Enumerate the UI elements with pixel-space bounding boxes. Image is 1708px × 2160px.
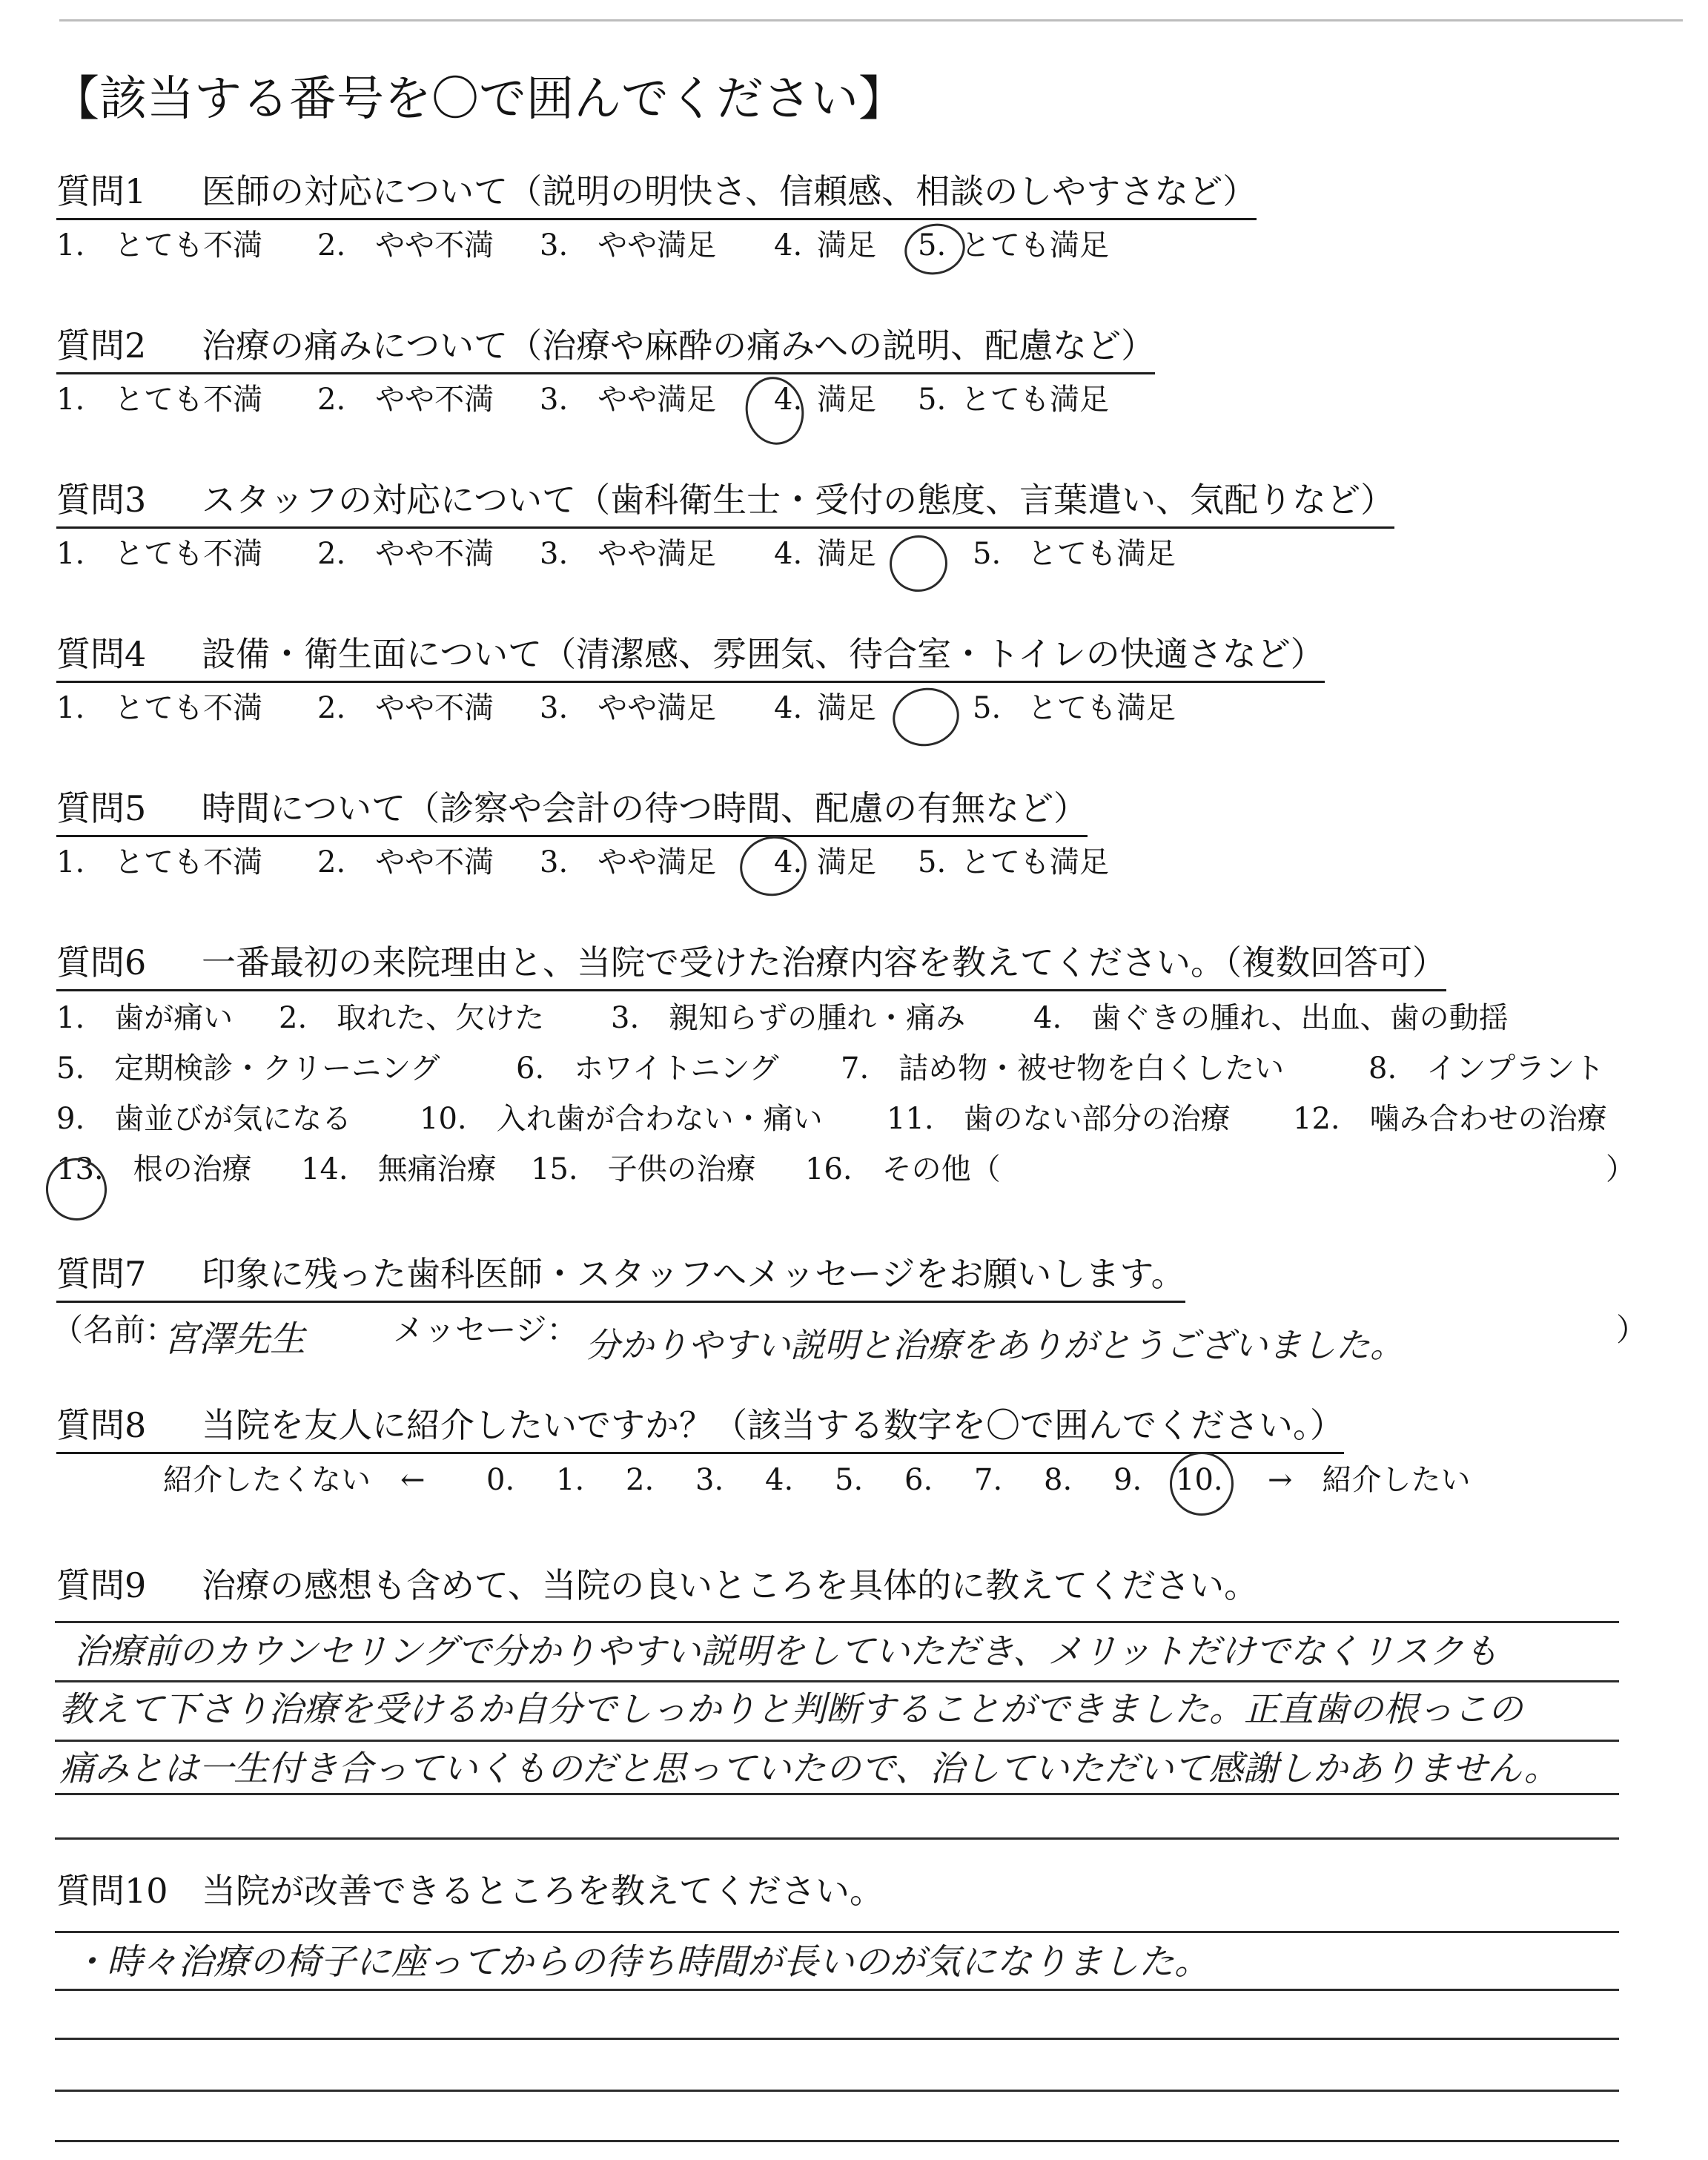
option-5-label: とても満足 bbox=[961, 845, 1109, 879]
scale-1[interactable]: 1. bbox=[556, 1463, 585, 1497]
answer-line-3[interactable]: 痛みとは一生付き合っていくものだと思っていたので、治していただいて感謝しかありません。 bbox=[59, 1748, 1559, 1789]
question-title bbox=[56, 169, 1257, 220]
option-5-label: とても満足 bbox=[1027, 537, 1176, 571]
rating-options bbox=[56, 379, 1155, 420]
rating-options bbox=[56, 687, 1325, 729]
scale-2[interactable]: 2. bbox=[626, 1463, 655, 1497]
top-border-line bbox=[59, 19, 1683, 22]
staff-name-handwritten[interactable]: 宮澤先生 bbox=[163, 1318, 306, 1360]
question-4 bbox=[56, 632, 1325, 729]
question-title bbox=[56, 786, 1088, 837]
message-row bbox=[52, 1309, 1646, 1369]
option-row bbox=[56, 1043, 1635, 1094]
option-3[interactable]: 3. やや満足 bbox=[540, 845, 717, 879]
option-2[interactable]: 2. やや不満 bbox=[317, 228, 494, 262]
message-label: メッセージ： bbox=[393, 1312, 578, 1348]
option-item[interactable]: 9. 歯並びが気になる bbox=[56, 1102, 352, 1136]
question-number: 質問9 bbox=[56, 1565, 147, 1605]
question-text: 治療の感想も含めて、当院の良いところを具体的に教えてください。 bbox=[202, 1565, 1259, 1605]
option-4-number[interactable]: 4. bbox=[774, 845, 803, 879]
option-3[interactable]: 3. やや満足 bbox=[540, 383, 717, 417]
scale-0[interactable]: 0. bbox=[486, 1463, 515, 1497]
question-number: 質問1 bbox=[56, 171, 147, 211]
option-item[interactable]: 3. 親知らずの腫れ・痛み bbox=[611, 1001, 966, 1035]
option-5-label: とても満足 bbox=[1027, 691, 1176, 725]
question-text: 当院を友人に紹介したいですか？（該当する数字を〇で囲んでください。） bbox=[202, 1405, 1344, 1445]
rating-options bbox=[56, 225, 1257, 266]
question-text: 一番最初の来院理由と、当院で受けた治療内容を教えてください。（複数回答可） bbox=[202, 942, 1446, 982]
question-number: 質問10 bbox=[56, 1871, 168, 1911]
question-number: 質問2 bbox=[56, 326, 147, 366]
option-item[interactable]: 15. 子供の治療 bbox=[531, 1152, 756, 1186]
message-close-paren: ） bbox=[1616, 1312, 1648, 1348]
question-3 bbox=[56, 478, 1394, 575]
option-2[interactable]: 2. やや不満 bbox=[317, 691, 494, 725]
question-title bbox=[56, 632, 1325, 683]
question-text: 医師の対応について（説明の明快さ、信頼感、相談のしやすさなど） bbox=[202, 171, 1257, 211]
option-row bbox=[56, 1094, 1635, 1144]
recommend-scale bbox=[163, 1459, 1572, 1504]
question-title bbox=[56, 1252, 1185, 1303]
option-1[interactable]: 1. とても不満 bbox=[56, 691, 263, 725]
question-number: 質問7 bbox=[56, 1254, 147, 1294]
answer-rule bbox=[55, 1680, 1619, 1682]
reason-options bbox=[56, 993, 1635, 1195]
message-handwritten[interactable]: 分かりやすい説明と治療をありがとうございました。 bbox=[586, 1325, 1404, 1365]
rating-options bbox=[56, 842, 1109, 883]
right-label: → 紹介したい bbox=[1268, 1463, 1471, 1497]
scale-8[interactable]: 8. bbox=[1044, 1463, 1073, 1497]
option-1[interactable]: 1. とても不満 bbox=[56, 537, 263, 571]
option-item[interactable]: 11. 歯のない部分の治療 bbox=[887, 1102, 1231, 1136]
other-close-paren: ） bbox=[1606, 1152, 1635, 1186]
option-1[interactable]: 1. とても不満 bbox=[56, 383, 263, 417]
option-3[interactable]: 3. やや満足 bbox=[540, 228, 717, 262]
option-item[interactable]: 5. 定期検診・クリーニング bbox=[56, 1051, 440, 1086]
option-item[interactable]: 14. 無痛治療 bbox=[301, 1152, 497, 1186]
question-title bbox=[56, 1869, 884, 1913]
answer-rule bbox=[55, 1837, 1619, 1840]
option-item[interactable]: 6. ホワイトニング bbox=[516, 1051, 779, 1086]
question-text: 治療の痛みについて（治療や麻酔の痛みへの説明、配慮など） bbox=[202, 326, 1156, 366]
question-9 bbox=[56, 1563, 1258, 1608]
option-5-number[interactable]: 5. bbox=[918, 228, 947, 262]
question-title bbox=[56, 1403, 1344, 1454]
option-1[interactable]: 1. とても不満 bbox=[56, 228, 263, 262]
question-text: 印象に残った歯科医師・スタッフへメッセージをお願いします。 bbox=[202, 1254, 1185, 1294]
question-2 bbox=[56, 323, 1155, 420]
option-2[interactable]: 2. やや不満 bbox=[317, 383, 494, 417]
answer-line-2[interactable]: 教えて下さり治療を受けるか自分でしっかりと判断することができました。正直歯の根っこの bbox=[59, 1689, 1523, 1730]
option-4-number[interactable]: 4. bbox=[774, 383, 803, 417]
name-label: （名前： bbox=[52, 1312, 177, 1348]
answer-rule bbox=[55, 1621, 1619, 1623]
option-5-number[interactable]: 5. bbox=[973, 691, 1002, 725]
option-2[interactable]: 2. やや不満 bbox=[317, 845, 494, 879]
scale-3[interactable]: 3. bbox=[695, 1463, 724, 1497]
option-4-label: 満足 bbox=[817, 845, 876, 879]
option-5-number[interactable]: 5. bbox=[918, 845, 947, 879]
option-row bbox=[56, 1144, 1635, 1195]
scale-10[interactable]: 10. bbox=[1176, 1463, 1223, 1497]
question-text: 当院が改善できるところを教えてください。 bbox=[202, 1871, 884, 1911]
question-title bbox=[56, 323, 1155, 374]
answer-rule bbox=[55, 2038, 1619, 2040]
option-3[interactable]: 3. やや満足 bbox=[540, 537, 717, 571]
sheet-heading: 【該当する番号を〇で囲んでください】 bbox=[52, 72, 906, 127]
option-item[interactable]: 4. 歯ぐきの腫れ、出血、歯の動揺 bbox=[1033, 1001, 1509, 1035]
scale-4[interactable]: 4. bbox=[765, 1463, 794, 1497]
option-item[interactable]: 16. その他（ bbox=[805, 1152, 1001, 1186]
option-4-label: 満足 bbox=[817, 383, 876, 417]
answer-rule bbox=[55, 1989, 1619, 1991]
question-title bbox=[56, 1563, 1258, 1608]
question-number: 質問5 bbox=[56, 788, 147, 828]
question-text: 設備・衛生面について（清潔感、雰囲気、待合室・トイレの快適さなど） bbox=[202, 634, 1325, 674]
option-1[interactable]: 1. とても不満 bbox=[56, 845, 263, 879]
option-5-number[interactable]: 5. bbox=[918, 383, 947, 417]
answer-rule bbox=[55, 2140, 1619, 2142]
option-item[interactable]: 13. 根の治療 bbox=[56, 1152, 252, 1186]
question-7 bbox=[56, 1252, 1185, 1303]
option-row bbox=[56, 993, 1635, 1043]
question-text: 時間について（診察や会計の待つ時間、配慮の有無など） bbox=[202, 788, 1088, 828]
option-4-number[interactable]: 4. bbox=[774, 228, 803, 262]
option-5-label: とても満足 bbox=[961, 228, 1109, 262]
question-8 bbox=[56, 1403, 1344, 1454]
option-4-number[interactable]: 4. bbox=[774, 691, 803, 725]
answer-rule bbox=[55, 1931, 1619, 1933]
question-title bbox=[56, 940, 1446, 991]
scale-7[interactable]: 7. bbox=[974, 1463, 1003, 1497]
question-number: 質問3 bbox=[56, 480, 147, 520]
option-5-number[interactable]: 5. bbox=[973, 537, 1002, 571]
question-number: 質問6 bbox=[56, 942, 147, 982]
question-1 bbox=[56, 169, 1257, 266]
answer-line-1[interactable]: 治療前のカウンセリングで分かりやすい説明をしていただき、メリットだけでなくリスクも bbox=[74, 1631, 1499, 1672]
answer-rule bbox=[55, 1740, 1619, 1742]
option-item[interactable]: 10. 入れ歯が合わない・痛い bbox=[420, 1102, 823, 1136]
scale-5[interactable]: 5. bbox=[835, 1463, 864, 1497]
answer-rule bbox=[55, 2090, 1619, 2092]
option-3[interactable]: 3. やや満足 bbox=[540, 691, 717, 725]
question-6 bbox=[56, 940, 1635, 1195]
option-4-label: 満足 bbox=[817, 228, 876, 262]
option-5-label: とても満足 bbox=[961, 383, 1109, 417]
question-number: 質問8 bbox=[56, 1405, 147, 1445]
rating-options bbox=[56, 533, 1394, 575]
option-item[interactable]: 2. 取れた、欠けた bbox=[279, 1001, 545, 1035]
question-5 bbox=[56, 786, 1109, 883]
improvement-answer[interactable]: ・時々治療の椅子に座ってからの待ち時間が長いのが気になりました。 bbox=[71, 1941, 1211, 1983]
option-item[interactable]: 12. 噛み合わせの治療 bbox=[1293, 1102, 1607, 1136]
option-4-label: 満足 bbox=[817, 691, 876, 725]
left-label: 紹介したくない ← bbox=[163, 1463, 426, 1497]
scale-9[interactable]: 9. bbox=[1113, 1463, 1142, 1497]
option-2[interactable]: 2. やや不満 bbox=[317, 537, 494, 571]
option-item[interactable]: 7. 詰め物・被せ物を白くしたい bbox=[841, 1051, 1285, 1086]
question-title bbox=[56, 478, 1394, 529]
question-number: 質問4 bbox=[56, 634, 147, 674]
answer-rule bbox=[55, 1793, 1619, 1795]
scale-6[interactable]: 6. bbox=[904, 1463, 933, 1497]
question-10 bbox=[56, 1869, 884, 1913]
question-text: スタッフの対応について（歯科衛生士・受付の態度、言葉遣い、気配りなど） bbox=[202, 480, 1395, 520]
option-item[interactable]: 8. インプラント bbox=[1368, 1051, 1605, 1086]
option-item[interactable]: 1. 歯が痛い bbox=[56, 1001, 234, 1035]
option-4-label: 満足 bbox=[817, 537, 876, 571]
option-4-number[interactable]: 4. bbox=[774, 537, 803, 571]
